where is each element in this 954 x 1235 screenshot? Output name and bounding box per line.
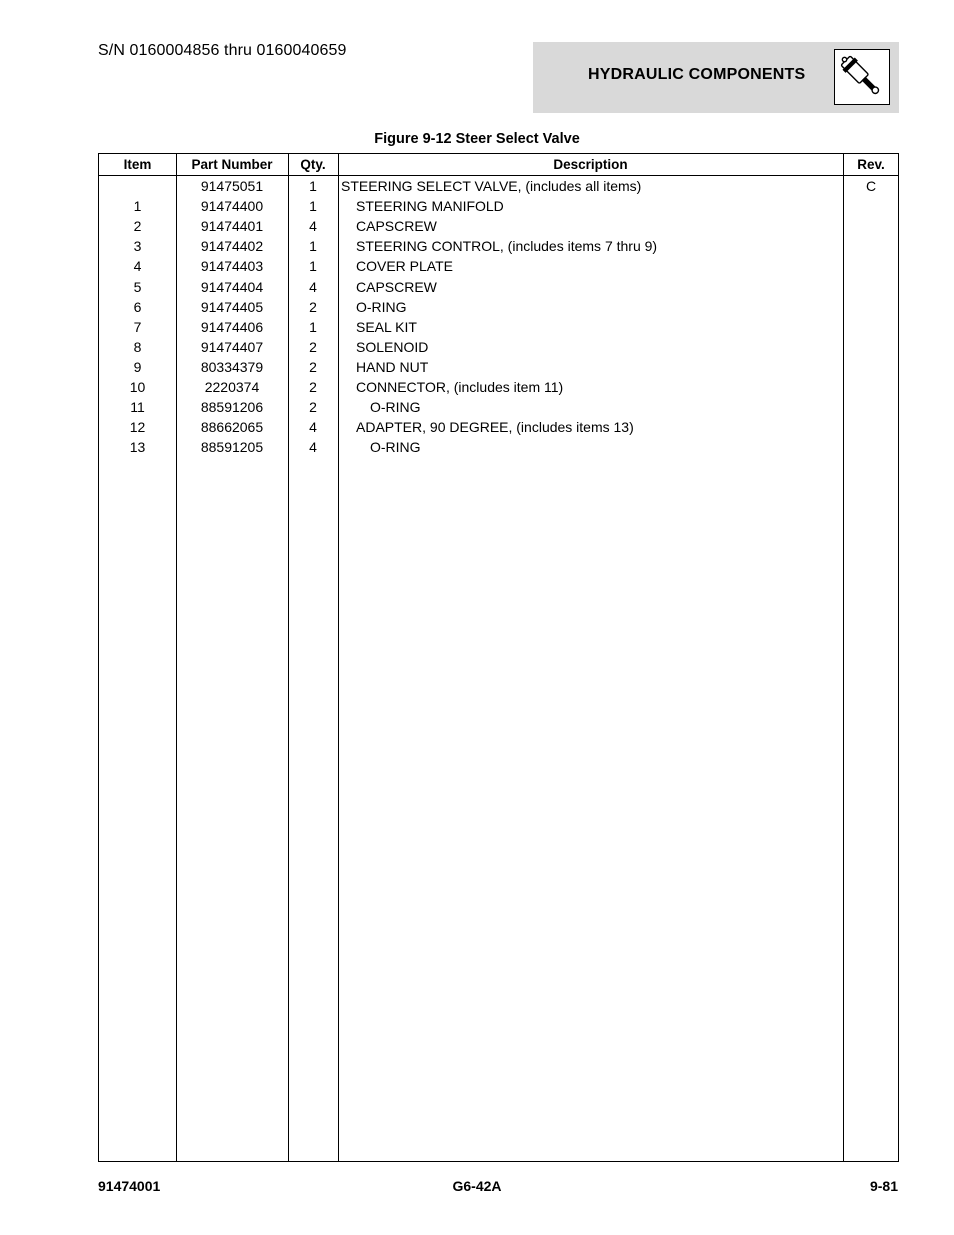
row-item-number <box>99 176 176 196</box>
table-row <box>99 397 898 417</box>
table-row <box>99 377 898 397</box>
table-row <box>99 297 898 317</box>
row-quantity: 4 <box>309 439 317 456</box>
row-item-number: 4 <box>133 258 142 275</box>
table-row <box>99 196 898 216</box>
row-description: O-RING <box>370 399 421 416</box>
row-part-number: 88591205 <box>200 439 264 456</box>
row-quantity: 1 <box>309 258 317 275</box>
row-revision: C <box>865 178 877 194</box>
table-row <box>99 417 898 437</box>
row-quantity: 1 <box>309 198 317 215</box>
row-item-number: 5 <box>133 278 142 295</box>
row-item-number: 8 <box>133 338 142 355</box>
row-quantity: 1 <box>309 178 317 194</box>
footer-model: G6-42A <box>452 1178 502 1194</box>
row-revision <box>843 297 899 317</box>
row-revision <box>843 377 899 397</box>
row-revision <box>843 256 899 276</box>
row-quantity: 2 <box>309 298 317 315</box>
row-quantity: 4 <box>309 218 317 235</box>
row-description: STEERING MANIFOLD <box>356 198 504 215</box>
row-part-number: 91474407 <box>200 338 264 355</box>
row-description: SEAL KIT <box>356 318 417 335</box>
row-quantity: 4 <box>309 419 317 436</box>
row-part-number: 88591206 <box>200 399 264 416</box>
row-item-number: 11 <box>130 399 145 416</box>
row-revision <box>843 236 899 256</box>
row-quantity: 2 <box>309 358 317 375</box>
row-revision <box>843 216 899 236</box>
row-item-number: 12 <box>129 419 146 436</box>
row-quantity: 2 <box>309 338 317 355</box>
footer-page-number: 9-81 <box>869 1178 898 1194</box>
hydraulic-cylinder-icon-graphic <box>835 50 888 103</box>
row-quantity: 4 <box>309 278 317 295</box>
footer-part-number: 91474001 <box>98 1178 161 1194</box>
row-part-number: 91475051 <box>200 178 264 194</box>
figure-title: Figure 9-12 Steer Select Valve <box>374 131 580 147</box>
column-header-item: Item <box>123 157 152 172</box>
column-header-qty: Qty. <box>300 157 326 172</box>
table-row <box>99 176 898 196</box>
column-header-part-number: Part Number <box>191 157 273 172</box>
row-item-number: 10 <box>129 379 146 395</box>
serial-number-range: S/N 0160004856 thru 0160040659 <box>98 42 347 59</box>
row-part-number: 88662065 <box>200 419 264 436</box>
row-description: SOLENOID <box>356 338 429 355</box>
row-revision <box>843 277 899 297</box>
row-item-number: 1 <box>133 198 142 215</box>
row-revision <box>843 357 899 377</box>
row-description: O-RING <box>356 298 407 315</box>
row-item-number: 2 <box>133 218 142 235</box>
parts-table <box>98 153 899 1162</box>
table-row <box>99 357 898 377</box>
row-part-number: 80334379 <box>200 358 264 375</box>
row-quantity: 1 <box>309 318 317 335</box>
row-revision <box>843 397 899 417</box>
row-description: CAPSCREW <box>356 218 437 235</box>
row-part-number: 91474400 <box>200 198 264 215</box>
table-row <box>99 277 898 297</box>
row-revision <box>843 337 899 357</box>
table-row <box>99 216 898 236</box>
table-row <box>99 236 898 256</box>
row-quantity: 2 <box>309 379 317 395</box>
hydraulic-cylinder-icon <box>834 49 890 105</box>
column-header-rev: Rev. <box>857 157 885 172</box>
row-description: COVER PLATE <box>356 258 453 275</box>
row-item-number: 13 <box>129 439 146 456</box>
row-part-number: 91474401 <box>200 218 264 235</box>
row-part-number: 91474404 <box>200 278 264 295</box>
row-quantity: 2 <box>309 399 317 416</box>
row-item-number: 6 <box>133 298 142 315</box>
row-revision <box>843 317 899 337</box>
row-part-number: 91474402 <box>200 238 264 255</box>
section-title: HYDRAULIC COMPONENTS <box>588 66 806 83</box>
row-revision <box>843 196 899 216</box>
table-row <box>99 256 898 276</box>
row-description: STEERING CONTROL, (includes items 7 thru 9) <box>356 238 658 255</box>
table-row <box>99 337 898 357</box>
row-description: O-RING <box>370 439 421 456</box>
row-description: CONNECTOR, (includes item 11) <box>356 379 564 395</box>
row-part-number: 91474406 <box>200 318 264 335</box>
column-header-description: Description <box>553 157 628 172</box>
row-part-number: 2220374 <box>204 379 260 395</box>
row-description: CAPSCREW <box>356 278 437 295</box>
row-item-number: 7 <box>133 318 142 335</box>
row-part-number: 91474403 <box>200 258 264 275</box>
table-row <box>99 317 898 337</box>
row-item-number: 3 <box>133 238 142 255</box>
row-description: HAND NUT <box>356 358 429 375</box>
row-quantity: 1 <box>309 238 317 255</box>
row-revision <box>843 417 899 437</box>
row-revision <box>843 437 899 457</box>
row-item-number: 9 <box>133 358 142 375</box>
table-row <box>99 437 898 457</box>
section-header <box>533 42 899 113</box>
row-part-number: 91474405 <box>200 298 264 315</box>
row-description: ADAPTER, 90 DEGREE, (includes items 13) <box>356 419 634 436</box>
row-description: STEERING SELECT VALVE, (includes all items) <box>341 178 642 194</box>
